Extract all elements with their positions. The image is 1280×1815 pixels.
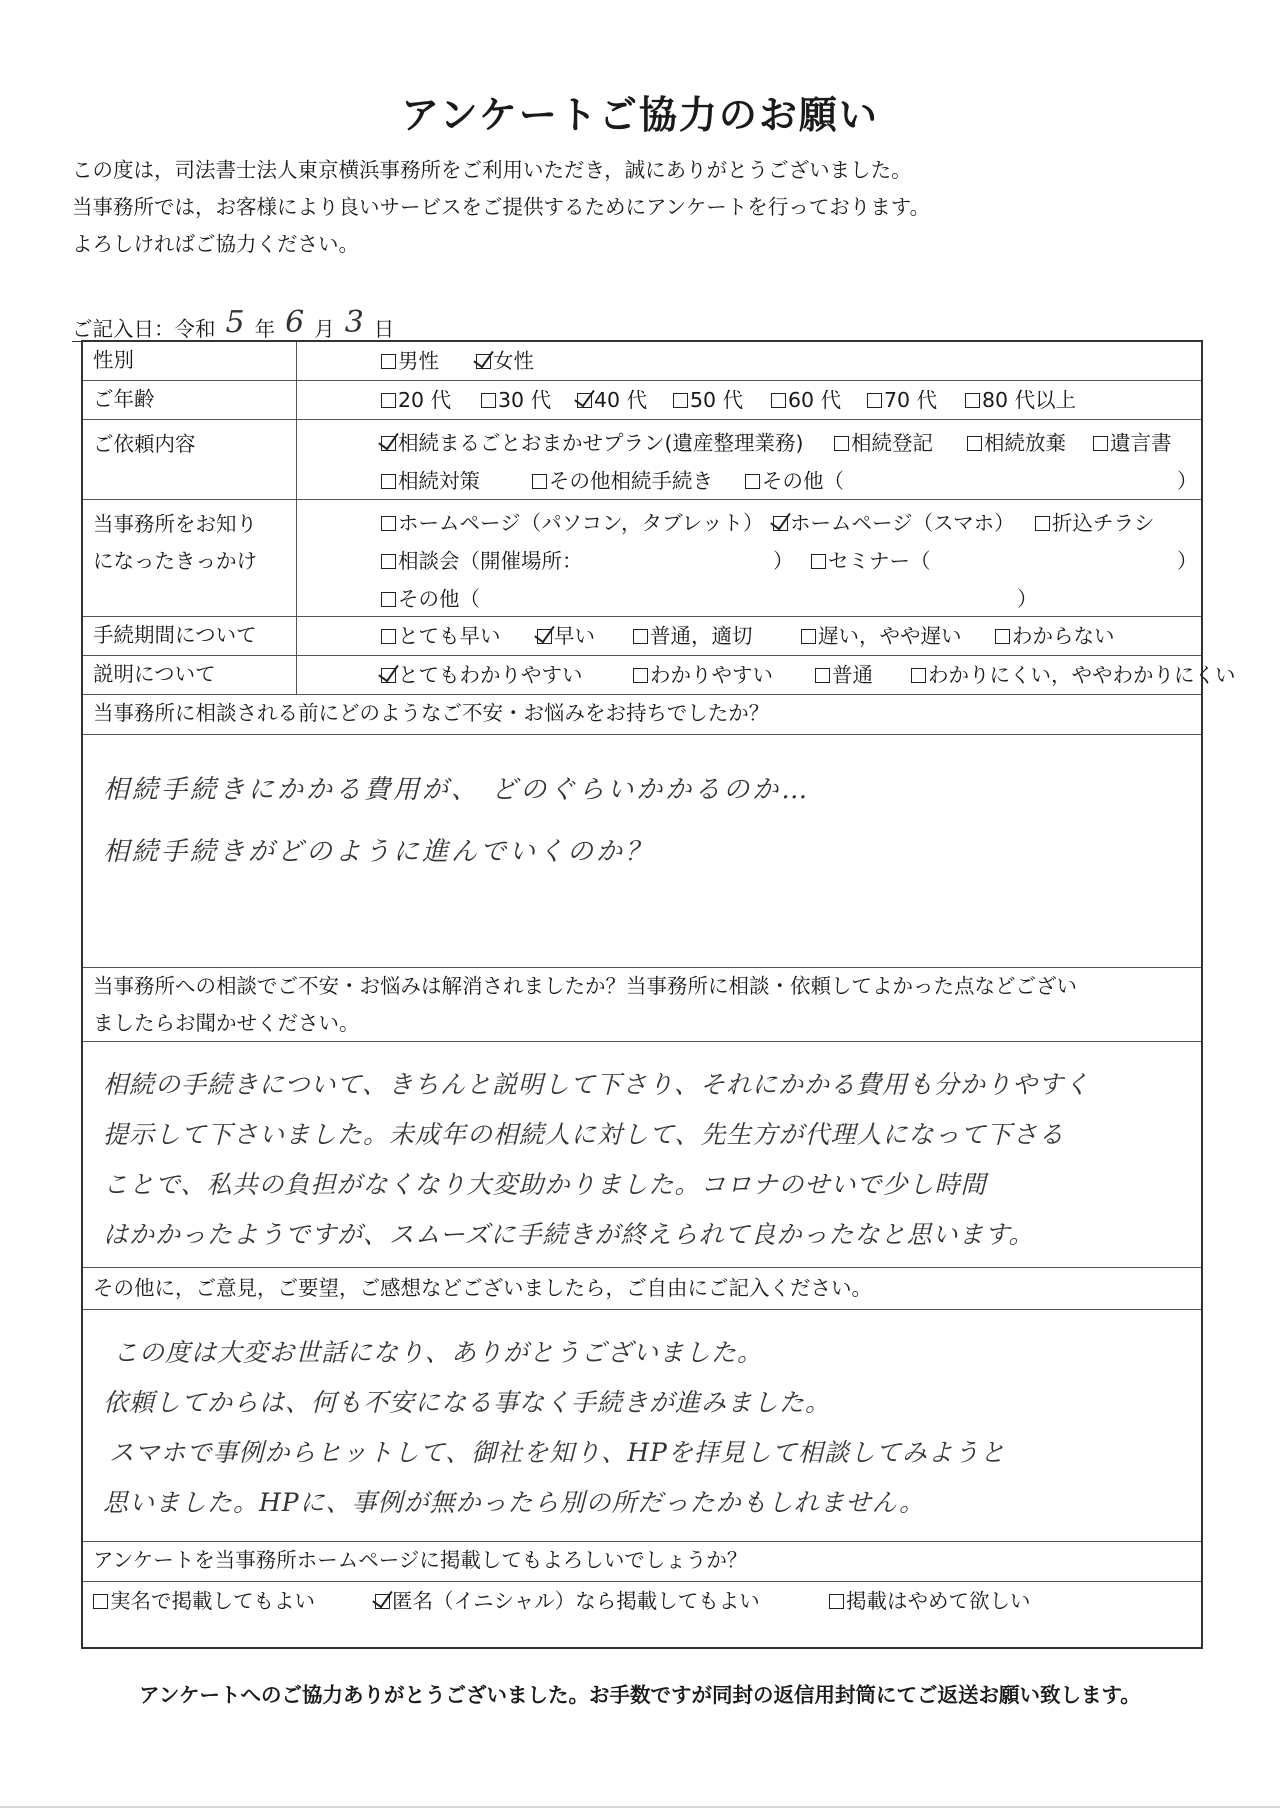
option-label: 80 代以上 xyxy=(982,388,1077,412)
checkbox[interactable] xyxy=(633,668,648,683)
explanation-option-normal[interactable] xyxy=(815,656,873,694)
source-label-line: 当事務所をお知り xyxy=(93,512,257,536)
source-option-consultation[interactable] xyxy=(381,542,583,580)
q2-question xyxy=(83,968,1201,1042)
checkbox[interactable] xyxy=(532,474,547,489)
checkbox[interactable] xyxy=(537,629,552,644)
period-option-very-fast[interactable] xyxy=(381,617,501,655)
date-month[interactable]: 6 xyxy=(285,305,305,340)
publish-row xyxy=(83,1582,1201,1647)
option-label: わかりにくい，ややわかりにくい xyxy=(928,663,1236,687)
source-label-line: になったきっかけ xyxy=(93,549,257,573)
explanation-row xyxy=(83,656,1236,695)
publish-question: アンケートを当事務所ホームページに掲載してもよろしいでしょうか？ xyxy=(83,1542,1201,1582)
option-label: その他（ xyxy=(398,587,480,611)
option-label: 相続対策 xyxy=(398,469,480,493)
request-label: ご依頼内容 xyxy=(83,420,297,499)
q1-question: 当事務所に相談される前にどのようなご不安・お悩みをお持ちでしたか？ xyxy=(83,695,1201,735)
intro-text xyxy=(72,152,930,263)
checkbox[interactable] xyxy=(481,393,496,408)
option-label: 相続登記 xyxy=(851,431,933,455)
period-row xyxy=(83,617,1201,656)
request-option-renounce[interactable] xyxy=(967,424,1066,462)
option-label: 相続まるごとおまかせプラン(遺産整理業務) xyxy=(398,431,804,455)
option-label: ホームページ（スマホ） xyxy=(790,511,1015,535)
option-label: 折込チラシ xyxy=(1052,511,1155,535)
date-line xyxy=(72,305,436,342)
close-paren: ） xyxy=(1017,587,1038,611)
option-label: わかりやすい xyxy=(650,663,773,687)
option-label: 普通 xyxy=(832,663,873,687)
option-label: 40 代 xyxy=(594,388,648,412)
option-label: セミナー（ xyxy=(828,549,931,573)
source-option-other[interactable] xyxy=(381,580,480,618)
checkbox[interactable] xyxy=(381,516,396,531)
intro-line: この度は，司法書士法人東京横浜事務所をご利用いただき，誠にありがとうございました。 xyxy=(72,158,912,182)
option-label: 30 代 xyxy=(498,388,552,412)
request-option-other[interactable] xyxy=(745,462,844,500)
close-paren: ） xyxy=(1177,549,1198,573)
source-options xyxy=(301,504,1197,618)
explanation-options xyxy=(301,656,1236,694)
answer-line: 提示して下さいました。未成年の相続人に対して、先生方が代理人になって下さる xyxy=(103,1120,1065,1149)
checkbox[interactable] xyxy=(381,554,396,569)
period-options xyxy=(301,617,1197,655)
source-label xyxy=(83,500,297,616)
age-option-30s[interactable] xyxy=(481,381,551,419)
answer-line: 相続の手続きについて、きちんと説明して下さり、それにかかる費用も分かりやすく xyxy=(103,1070,1091,1099)
q3-question: その他に，ご意見，ご要望，ご感想などございましたら，ご自由にご記入ください。 xyxy=(83,1268,1201,1310)
checkbox[interactable] xyxy=(834,436,849,451)
gender-option-female[interactable] xyxy=(476,342,534,380)
source-row xyxy=(83,500,1201,617)
checkbox[interactable] xyxy=(1093,436,1108,451)
request-option-full-plan[interactable] xyxy=(381,424,804,462)
option-label: 遺言書 xyxy=(1110,431,1172,455)
date-label: ご記入日：令和 xyxy=(72,317,216,341)
period-option-normal[interactable] xyxy=(633,617,753,655)
publish-options xyxy=(93,1582,1197,1620)
publish-option-decline[interactable] xyxy=(829,1582,1031,1620)
checkbox[interactable] xyxy=(867,393,882,408)
checkbox[interactable] xyxy=(801,629,816,644)
intro-line: 当事務所では，お客様により良いサービスをご提供するためにアンケートを行っております。 xyxy=(72,195,931,219)
period-option-fast[interactable] xyxy=(537,617,595,655)
source-option-seminar[interactable] xyxy=(811,542,931,580)
publish-option-anonymous[interactable] xyxy=(375,1582,760,1620)
gender-label: 性別 xyxy=(83,342,297,380)
question-line: 当事務所への相談でご不安・お悩みは解消されましたか？当事務所に相談・依頼してよかった点などござい xyxy=(93,974,1077,998)
option-label: わからない xyxy=(1012,624,1115,648)
checkbox[interactable] xyxy=(375,1594,390,1609)
close-paren: ） xyxy=(773,549,794,573)
age-row xyxy=(83,381,1201,420)
answer-line: 相続手続きがどのように進んでいくのか？ xyxy=(103,837,655,867)
q2-answer[interactable] xyxy=(83,1042,1201,1268)
request-row xyxy=(83,420,1201,500)
checkbox[interactable] xyxy=(381,474,396,489)
checkbox[interactable] xyxy=(381,436,396,451)
option-label: 普通，適切 xyxy=(650,624,753,648)
period-label: 手続期間について xyxy=(83,617,297,655)
option-label: 男性 xyxy=(398,349,439,373)
checkbox[interactable] xyxy=(773,516,788,531)
checkbox[interactable] xyxy=(965,393,980,408)
gender-options xyxy=(301,342,1197,380)
source-option-flyer[interactable] xyxy=(1035,504,1155,542)
option-label: 遅い，やや遅い xyxy=(818,624,962,648)
option-label: とてもわかりやすい xyxy=(398,663,583,687)
gender-row xyxy=(83,342,1201,381)
request-option-will[interactable] xyxy=(1093,424,1172,462)
answer-line: 相続手続きにかかる費用が、 どのぐらいかかるのか… xyxy=(103,775,811,805)
period-option-unknown[interactable] xyxy=(995,617,1115,655)
checkbox[interactable] xyxy=(745,474,760,489)
checkbox[interactable] xyxy=(673,393,688,408)
intro-line: よろしければご協力ください。 xyxy=(72,232,359,256)
option-label: 匿名（イニシャル）なら掲載してもよい xyxy=(392,1589,760,1613)
request-option-other-procedures[interactable] xyxy=(532,462,713,500)
checkbox[interactable] xyxy=(476,354,491,369)
option-label: 20 代 xyxy=(398,388,452,412)
checkbox[interactable] xyxy=(381,592,396,607)
answer-line: スマホで事例からヒットして、御社を知り、HPを拝見して相談してみようと xyxy=(109,1438,1006,1467)
checkbox[interactable] xyxy=(577,393,592,408)
explanation-option-clear[interactable] xyxy=(633,656,773,694)
option-label: 相談会（開催場所： xyxy=(398,549,583,573)
request-option-planning[interactable] xyxy=(381,462,480,500)
explanation-label: 説明について xyxy=(83,656,297,694)
checkbox[interactable] xyxy=(381,354,396,369)
age-option-60s[interactable] xyxy=(771,381,841,419)
checkbox[interactable] xyxy=(829,1594,844,1609)
source-option-hp-pc[interactable] xyxy=(381,504,764,542)
age-option-40s[interactable] xyxy=(577,381,647,419)
footer-note: アンケートへのご協力ありがとうございました。お手数ですが同封の返信用封筒にてご返送お願い致します。 xyxy=(139,1683,1141,1707)
explanation-option-unclear[interactable] xyxy=(911,656,1236,694)
option-label: 70 代 xyxy=(884,388,938,412)
option-label: 女性 xyxy=(493,349,534,373)
close-paren: ） xyxy=(1177,469,1198,493)
age-option-50s[interactable] xyxy=(673,381,743,419)
checkbox[interactable] xyxy=(995,629,1010,644)
option-label: 50 代 xyxy=(690,388,744,412)
checkbox[interactable] xyxy=(1035,516,1050,531)
checkbox[interactable] xyxy=(633,629,648,644)
request-options xyxy=(301,424,1197,500)
gender-option-male[interactable] xyxy=(381,342,439,380)
date-month-unit: 月 xyxy=(314,317,335,341)
survey-form xyxy=(81,340,1236,1649)
checkbox[interactable] xyxy=(811,554,826,569)
checkbox[interactable] xyxy=(771,393,786,408)
option-label: ホームページ（パソコン，タブレット） xyxy=(398,511,764,535)
checkbox[interactable] xyxy=(381,393,396,408)
checkbox[interactable] xyxy=(911,668,926,683)
age-option-80s-plus[interactable] xyxy=(965,381,1076,419)
request-option-registration[interactable] xyxy=(834,424,933,462)
date-day-unit: 日 xyxy=(373,317,395,341)
option-label: 掲載はやめて欲しい xyxy=(846,1589,1031,1613)
checkbox[interactable] xyxy=(815,668,830,683)
option-label: 早い xyxy=(554,624,595,648)
date-year[interactable]: 5 xyxy=(225,305,245,340)
option-label: とても早い xyxy=(398,624,501,648)
option-label: 相続放棄 xyxy=(984,431,1066,455)
answer-line: 依頼してからは、何も不安になる事なく手続きが進みました。 xyxy=(103,1388,832,1417)
option-label: その他相続手続き xyxy=(549,469,713,493)
option-label: 実名で掲載してもよい xyxy=(110,1589,315,1613)
date-day[interactable]: 3 xyxy=(344,305,364,340)
checkbox[interactable] xyxy=(381,629,396,644)
age-option-70s[interactable] xyxy=(867,381,937,419)
explanation-option-very-clear[interactable] xyxy=(381,656,583,694)
date-year-unit: 年 xyxy=(254,317,276,341)
page-title: アンケートご協力のお願い xyxy=(401,93,879,137)
answer-line: この度は大変お世話になり、ありがとうございました。 xyxy=(113,1338,764,1367)
q1-answer[interactable] xyxy=(83,735,1201,968)
publish-option-real-name[interactable] xyxy=(93,1582,315,1620)
answer-line: 思いました。HPに、事例が無かったら別の所だったかもしれません。 xyxy=(103,1488,926,1517)
answer-line: はかかったようですが、スムーズに手続きが終えられて良かったなと思います。 xyxy=(103,1220,1035,1249)
period-option-slow[interactable] xyxy=(801,617,962,655)
checkbox[interactable] xyxy=(381,668,396,683)
source-option-hp-smartphone[interactable] xyxy=(773,504,1015,542)
age-label: ご年齢 xyxy=(83,381,297,419)
checkbox[interactable] xyxy=(967,436,982,451)
question-line: ましたらお聞かせください。 xyxy=(93,1011,360,1035)
option-label: 60 代 xyxy=(788,388,842,412)
age-option-20s[interactable] xyxy=(381,381,451,419)
age-options xyxy=(301,381,1197,419)
scan-edge-divider xyxy=(0,1806,1280,1808)
q3-answer[interactable] xyxy=(83,1310,1201,1542)
option-label: その他（ xyxy=(762,469,844,493)
answer-line: ことで、私共の負担がなくなり大変助かりました。コロナのせいで少し時間 xyxy=(103,1170,987,1199)
checkbox[interactable] xyxy=(93,1594,108,1609)
